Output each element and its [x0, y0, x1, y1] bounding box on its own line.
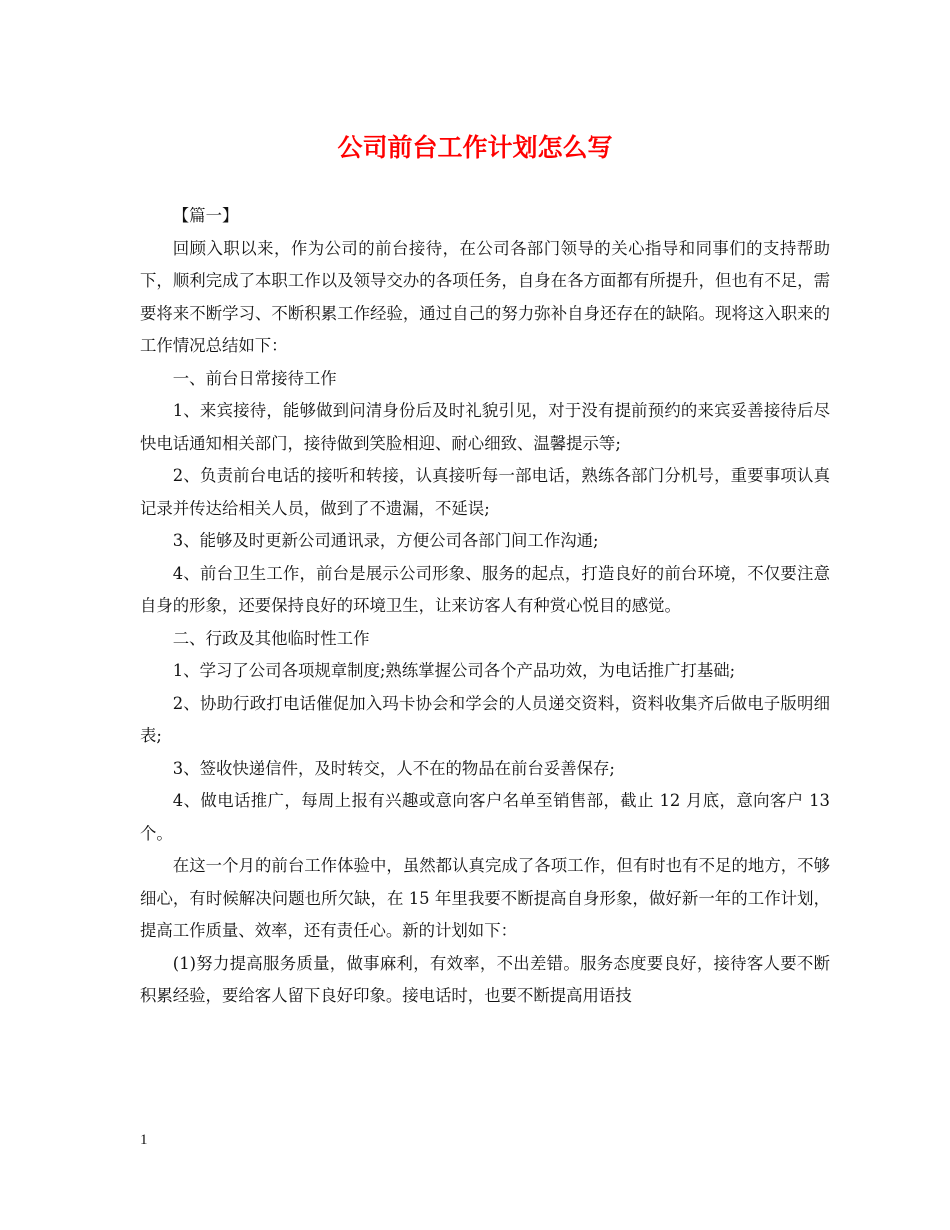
section-heading-reception: 一、前台日常接待工作: [172, 368, 337, 388]
document-body: [140, 200, 830, 1013]
intro-paragraph: 回顾入职以来，作为公司的前台接待，在公司各部门领导的关心指导和同事们的支持帮助下，顺利完成了本职工作以及领导交办的各项任务，自身在各方面都有所提升，但也有不足，需要将来不断学习、不断积累工作经验，通过自己的努力弥补自身还存在的缺陷。现将这入职来的工作情况总结如下：: [140, 238, 830, 355]
document-title: 公司前台工作计划怎么写: [337, 133, 613, 162]
list-item: 3、能够及时更新公司通讯录，方便公司各部门间工作沟通;: [172, 531, 599, 550]
list-item: 1、学习了公司各项规章制度;熟练掌握公司各个产品功效，为电话推广打基础;: [172, 661, 736, 680]
section-heading-admin: 二、行政及其他临时性工作: [172, 628, 370, 648]
list-item: 2、协助行政打电话催促加入玛卡协会和学会的人员递交资料，资料收集齐后做电子版明细表;: [140, 693, 830, 745]
list-item: 3、签收快递信件，及时转交，人不在的物品在前台妥善保存;: [172, 758, 615, 778]
section-heading-part-one: 【篇一】: [172, 206, 239, 225]
plan-item: (1)努力提高服务质量，做事麻利，有效率，不出差错。服务态度要良好，接待客人要不断积累经验，要给客人留下良好印象。接电话时，也要不断提高用语技: [140, 953, 830, 1005]
summary-paragraph: 在这一个月的前台工作体验中，虽然都认真完成了各项工作，但有时也有不足的地方，不够细心，有时候解决问题也所欠缺，在 15 年里我要不断提高自身形象，做好新一年的工作计划，提高工作质量、效率，还有责任心。新的计划如下：: [140, 856, 830, 940]
page-number: 1: [140, 1132, 148, 1148]
list-item: 4、前台卫生工作，前台是展示公司形象、服务的起点，打造良好的前台环境，不仅要注意自身的形象，还要保持良好的环境卫生，让来访客人有种赏心悦目的感觉。: [140, 563, 830, 615]
list-item: 4、做电话推广，每周上报有兴趣或意向客户名单至销售部，截止 12 月底，意向客户 13 个。: [140, 791, 830, 843]
list-item: 2、负责前台电话的接听和转接，认真接听每一部电话，熟练各部门分机号，重要事项认真记录并传达给相关人员，做到了不遗漏，不延误;: [140, 466, 830, 518]
list-item: 1、来宾接待，能够做到问清身份后及时礼貌引见，对于没有提前预约的来宾妥善接待后尽快电话通知相关部门，接待做到笑脸相迎、耐心细致、温馨提示等;: [140, 401, 830, 453]
